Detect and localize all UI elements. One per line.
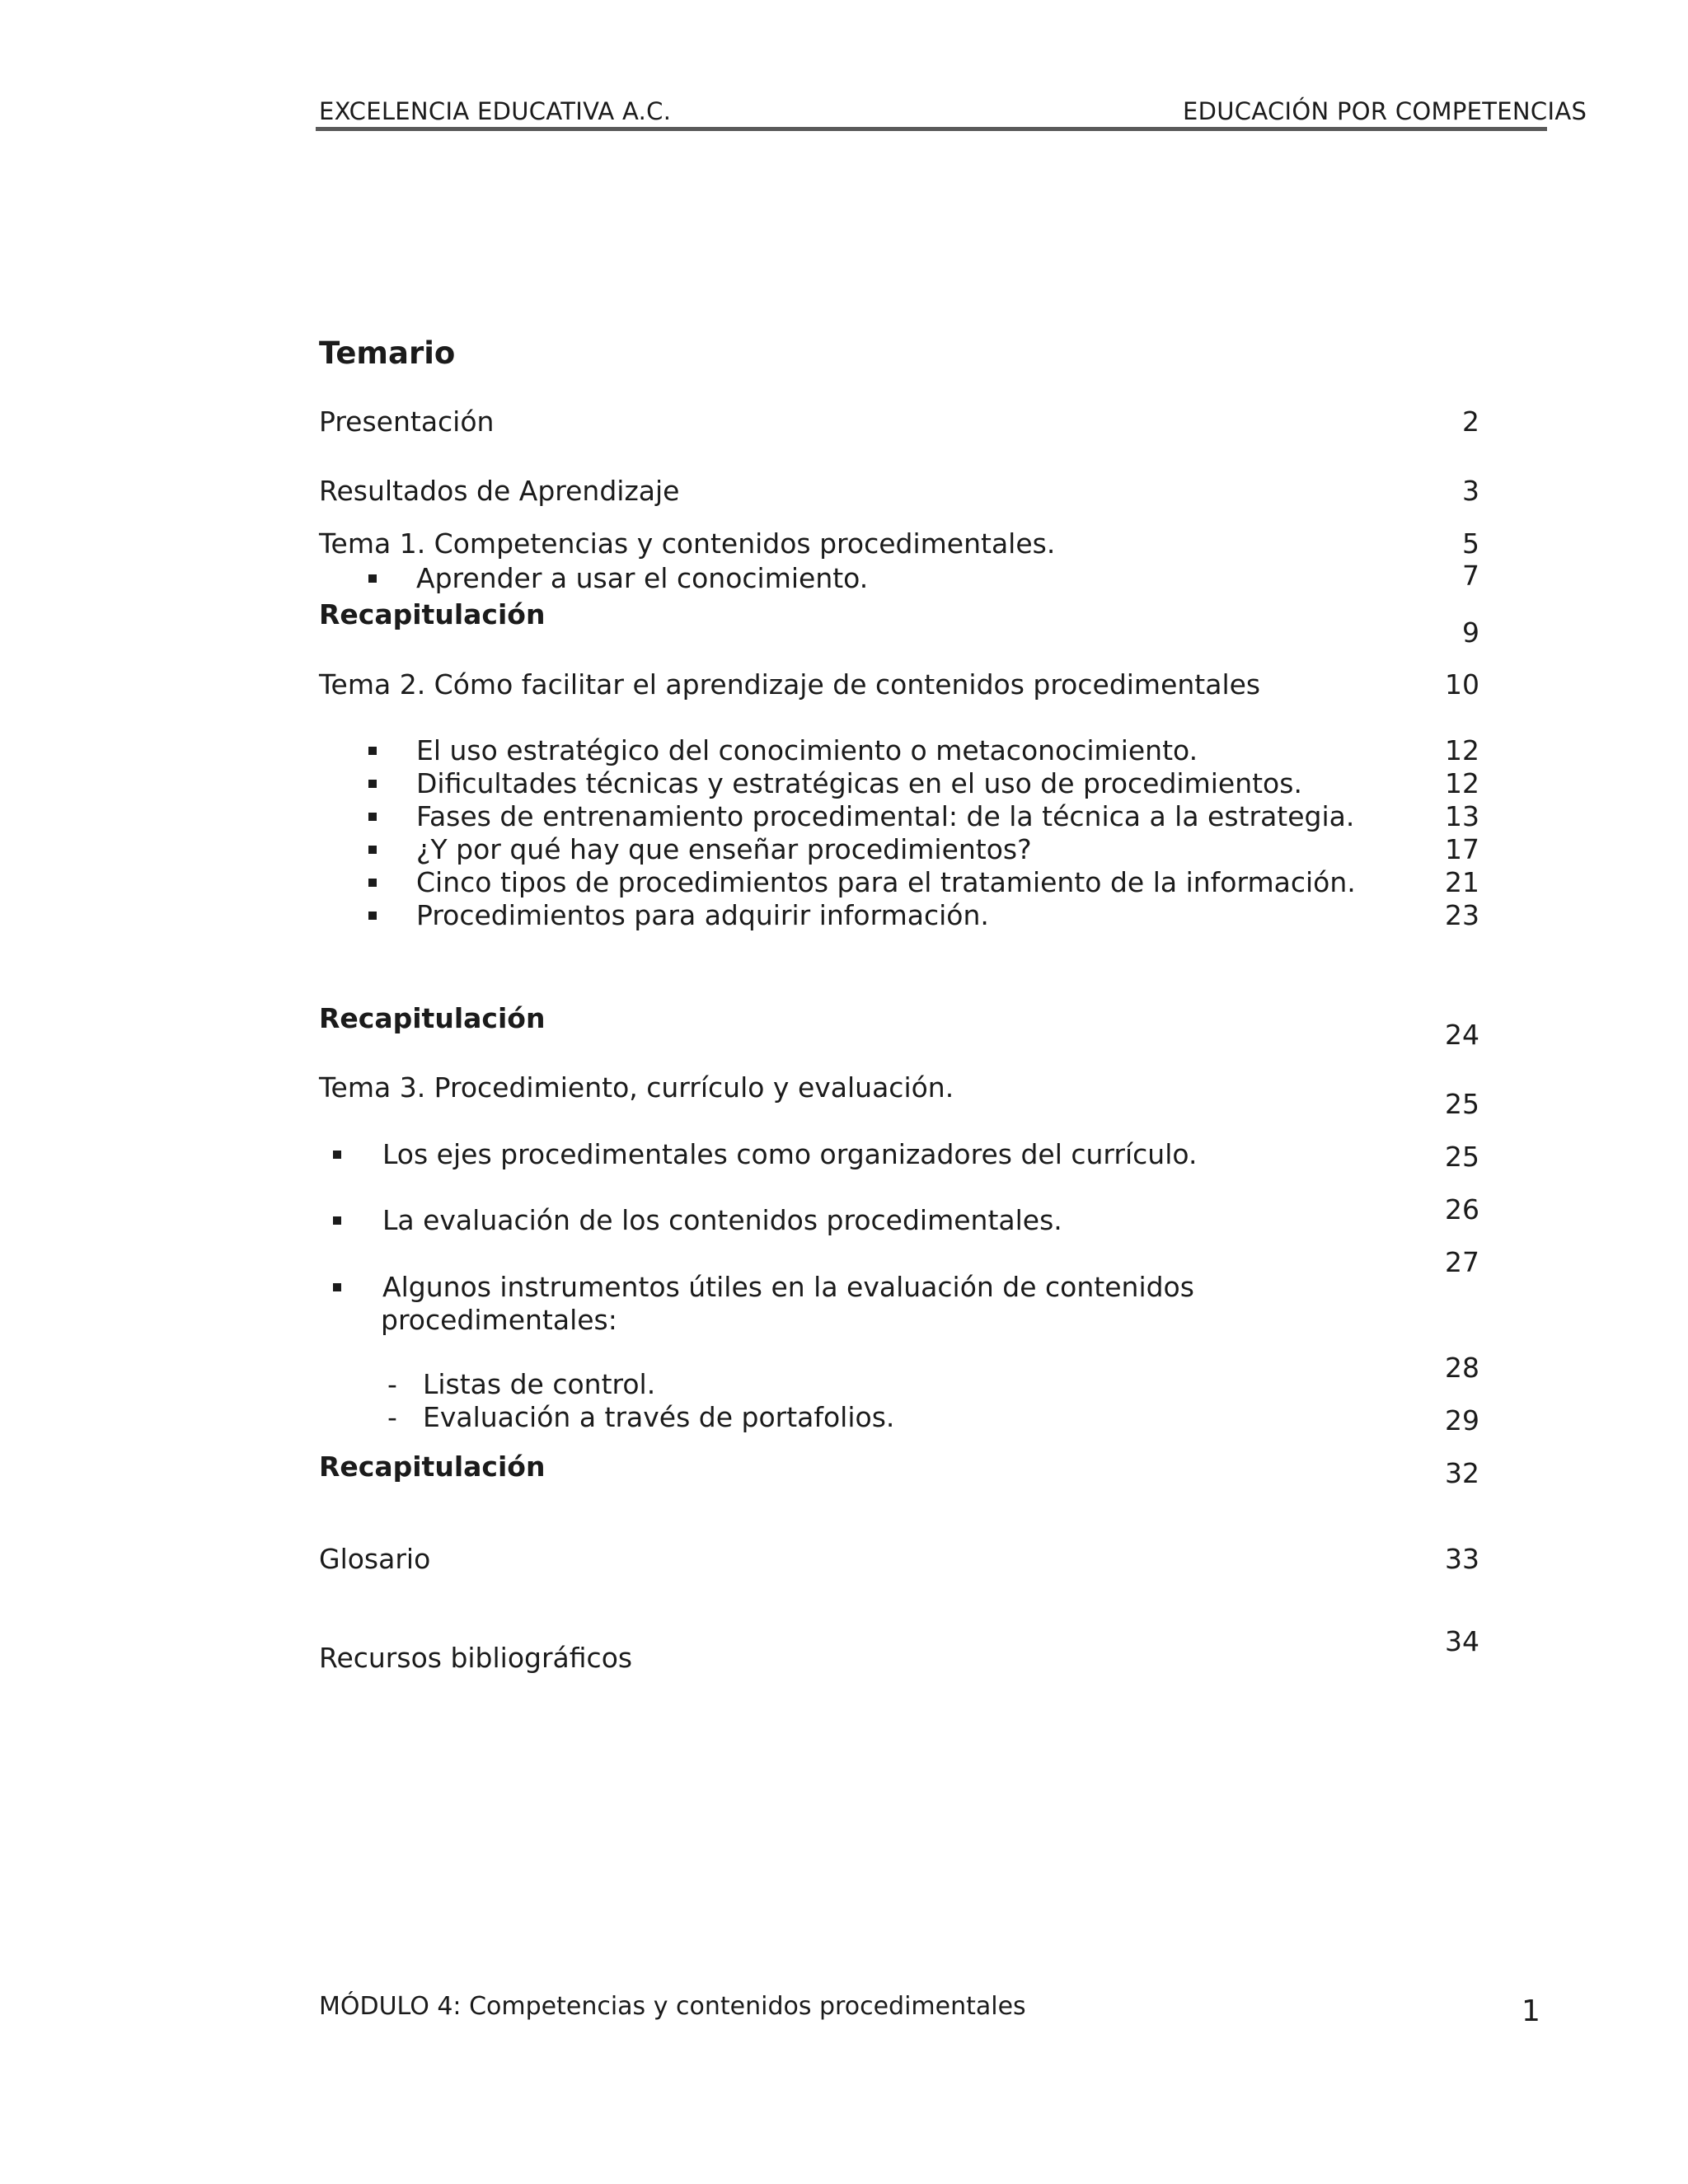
toc-entry-instrumentos-cont: procedimentales: [381, 1304, 617, 1336]
toc-page-por-que: 17 [1445, 833, 1479, 865]
bullet-icon [368, 912, 377, 920]
toc-entry-tema-1: Tema 1. Competencias y contenidos procedimentales. [319, 527, 1056, 560]
bullet-icon [333, 1283, 341, 1291]
toc-page-glosario: 33 [1445, 1543, 1479, 1575]
header-rule [316, 127, 1547, 131]
bullet-icon [368, 846, 377, 854]
page-number: 1 [1522, 1994, 1540, 2028]
toc-page-portafolios: 29 [1445, 1404, 1479, 1436]
toc-page-tema-1: 5 [1462, 527, 1479, 560]
toc-entry-recursos: Recursos bibliográficos [319, 1642, 633, 1674]
toc-entry-instrumentos: Algunos instrumentos útiles en la evaluación de contenidos [382, 1271, 1194, 1303]
toc-entry-ejes: Los ejes procedimentales como organizadores del currículo. [382, 1138, 1198, 1170]
bullet-icon [368, 879, 377, 887]
toc-entry-recapitulacion-3: Recapitulación [319, 1451, 546, 1483]
bullet-icon [368, 813, 377, 821]
bullet-icon [368, 747, 377, 755]
toc-page-fases: 13 [1445, 800, 1479, 832]
bullet-icon [333, 1216, 341, 1225]
bullet-icon [333, 1151, 341, 1159]
toc-entry-dificultades: Dificultades técnicas y estratégicas en el uso de procedimientos. [416, 767, 1302, 799]
toc-page-presentacion: 2 [1462, 405, 1479, 438]
toc-page-tema-3: 25 [1445, 1088, 1479, 1120]
toc-page-ejes: 25 [1445, 1141, 1479, 1173]
toc-page-recapitulacion-2: 24 [1445, 1019, 1479, 1051]
toc-page-cinco-tipos: 21 [1445, 866, 1479, 898]
toc-entry-recapitulacion-2: Recapitulación [319, 1002, 546, 1034]
toc-entry-aprender: Aprender a usar el conocimiento. [416, 562, 869, 594]
toc-title: Temario [319, 335, 456, 371]
toc-entry-fases: Fases de entrenamiento procedimental: de la técnica a la estrategia. [416, 800, 1355, 832]
toc-page-tema-2: 10 [1445, 668, 1479, 701]
toc-entry-glosario: Glosario [319, 1543, 431, 1575]
footer-module: MÓDULO 4: Competencias y contenidos procedimentales [319, 1992, 1026, 2021]
toc-entry-recapitulacion-1: Recapitulación [319, 598, 546, 630]
toc-entry-por-que: ¿Y por qué hay que enseñar procedimientos? [416, 833, 1032, 865]
dash-marker: - [387, 1368, 397, 1400]
toc-entry-tema-2: Tema 2. Cómo facilitar el aprendizaje de contenidos procedimentales [319, 668, 1261, 701]
toc-entry-adquirir: Procedimientos para adquirir información. [416, 899, 989, 931]
toc-page-uso-estrategico: 12 [1445, 734, 1479, 766]
toc-entry-evaluacion: La evaluación de los contenidos procedimentales. [382, 1204, 1062, 1236]
toc-entry-listas: Listas de control. [423, 1368, 656, 1400]
header-organization: EXCELENCIA EDUCATIVA A.C. [319, 97, 672, 125]
toc-page-adquirir: 23 [1445, 899, 1479, 931]
toc-entry-portafolios: Evaluación a través de portafolios. [423, 1401, 895, 1433]
toc-page-aprender: 7 [1462, 560, 1479, 592]
toc-page-recapitulacion-1: 9 [1462, 616, 1479, 649]
toc-entry-resultados: Resultados de Aprendizaje [319, 475, 680, 507]
bullet-icon [368, 780, 377, 788]
toc-page-instrumentos: 27 [1445, 1246, 1479, 1278]
toc-page-listas: 28 [1445, 1352, 1479, 1384]
bullet-icon [368, 574, 377, 583]
toc-page-recapitulacion-3: 32 [1445, 1457, 1479, 1489]
toc-page-recursos: 34 [1445, 1625, 1479, 1657]
toc-entry-cinco-tipos: Cinco tipos de procedimientos para el tratamiento de la información. [416, 866, 1356, 898]
toc-page-dificultades: 12 [1445, 767, 1479, 799]
dash-marker: - [387, 1401, 397, 1433]
toc-page-resultados: 3 [1462, 475, 1479, 507]
toc-entry-tema-3: Tema 3. Procedimiento, currículo y evaluación. [319, 1071, 954, 1104]
header-section: EDUCACIÓN POR COMPETENCIAS [1183, 97, 1587, 125]
toc-entry-presentacion: Presentación [319, 405, 495, 438]
toc-page-evaluacion: 26 [1445, 1193, 1479, 1226]
toc-entry-uso-estrategico: El uso estratégico del conocimiento o metaconocimiento. [416, 734, 1198, 766]
